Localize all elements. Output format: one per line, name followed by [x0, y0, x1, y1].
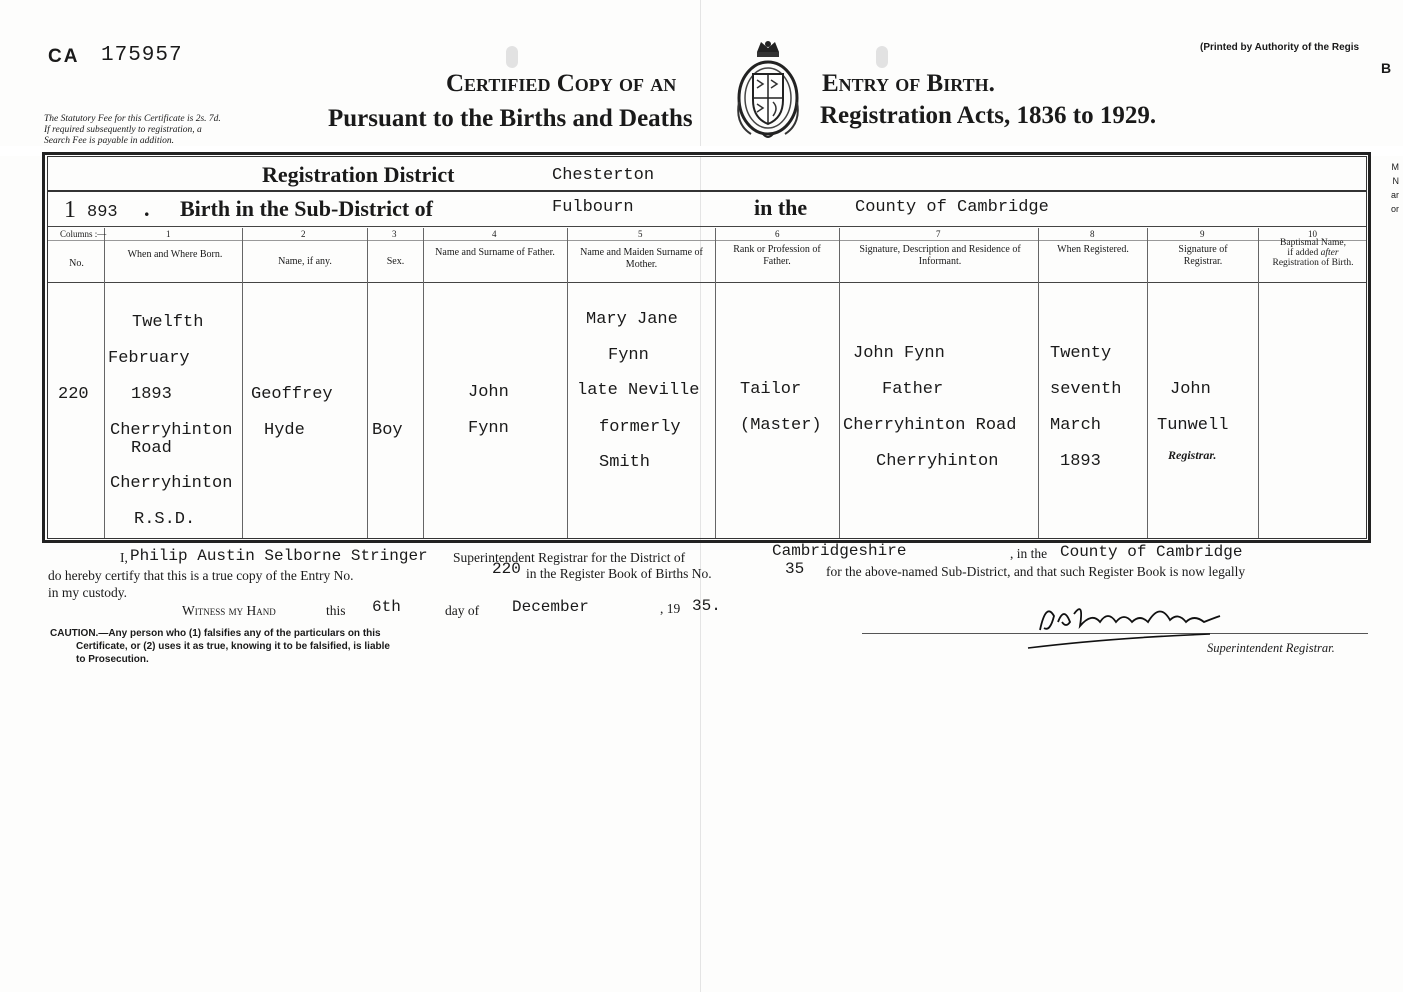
column-rule [715, 228, 716, 538]
header-sex: Sex. [386, 256, 405, 267]
column-rule [104, 228, 105, 538]
cert-i: I, [120, 550, 128, 565]
printed-authority: (Printed by Authority of the Regis [1200, 42, 1360, 53]
caution-line: CAUTION.—Any person who (1) falsifies any of the particulars on this [50, 628, 381, 639]
fee-note-line: If required subsequently to registration, a [44, 125, 202, 135]
when-where-line: Twelfth [132, 313, 204, 332]
punch-hole [876, 46, 888, 68]
cert-text2: , in the [1010, 546, 1048, 561]
columns-label: Columns :— [60, 229, 107, 239]
printed-authority-letter: B [1381, 60, 1392, 76]
mother-name-line: Fynn [608, 346, 649, 365]
header-father: Name and Surname of Father. [435, 247, 555, 258]
when-where-line: Road [131, 439, 172, 458]
informant-line: Cherryhinton Road [843, 416, 1017, 435]
father-profession-line: (Master) [740, 416, 822, 435]
margin-text: M [1391, 162, 1399, 172]
column-rule [567, 228, 568, 538]
child-name-line: Hyde [264, 421, 305, 440]
informant-line: John Fynn [853, 344, 945, 363]
county-value: County of Cambridge [855, 198, 1049, 217]
column-number: 10 [1308, 229, 1317, 239]
serial-number: 175957 [101, 44, 183, 67]
registered-line: 1893 [1060, 452, 1101, 471]
title-right-line2: Registration Acts, 1836 to 1929. [820, 102, 1157, 129]
father-profession-line: Tailor [740, 380, 802, 399]
punch-hole [506, 46, 518, 68]
cert-text1: Superintendent Registrar for the District of [453, 550, 686, 565]
father-name-line: John [468, 383, 509, 402]
column-rule [423, 228, 424, 538]
entry-number: 220 [58, 385, 89, 404]
district-value: Chesterton [552, 166, 655, 185]
child-name-line: Geoffrey [251, 385, 333, 404]
header-mother: Name and Maiden Surname of Mother. [580, 247, 703, 270]
margin-text: ar [1390, 190, 1399, 200]
when-where-line: 1893 [131, 385, 172, 404]
mother-name-line: Mary Jane [586, 310, 678, 329]
cert-county: County of Cambridge [1060, 543, 1243, 561]
witness-day-of: day of [445, 603, 480, 618]
child-sex: Boy [372, 421, 403, 440]
father-name-line: Fynn [468, 419, 509, 438]
column-number: 5 [638, 229, 643, 239]
cert-book-no: 35 [785, 560, 805, 578]
when-where-line: R.S.D. [134, 510, 196, 529]
witness-day: 6th [372, 598, 401, 616]
year-prefix: 1 [64, 197, 76, 223]
registered-line: Twenty [1050, 344, 1112, 363]
caution-line: to Prosecution. [76, 654, 149, 665]
in-the-label: in the [754, 195, 808, 220]
margin-text: N [1392, 176, 1399, 186]
title-right-line1: Entry of Birth. [822, 70, 995, 97]
fee-note-line: The Statutory Fee for this Certificate is 2s. 7d. [44, 114, 221, 124]
royal-crest-icon [733, 38, 803, 142]
column-number: 4 [492, 229, 497, 239]
witness-month: December [512, 598, 589, 616]
rule [48, 190, 1366, 192]
witness-year-prefix: , 19 [660, 601, 681, 616]
column-rule [839, 228, 840, 538]
informant-line: Father [882, 380, 944, 399]
cert-text3: do hereby certify that this is a true copy of the Entry No. [48, 568, 354, 583]
witness-label: Witness my Hand [182, 603, 276, 618]
fee-note-line: Search Fee is payable in addition. [44, 136, 174, 146]
year-dot: . [144, 196, 150, 221]
column-number: 2 [301, 229, 306, 239]
title-left-line1: Certified Copy of an [446, 70, 677, 97]
signature-title: Superintendent Registrar. [1207, 641, 1335, 655]
year-rest: 893 [87, 203, 118, 222]
district-label: Registration District [262, 162, 455, 187]
column-number: 9 [1200, 229, 1205, 239]
cert-district: Cambridgeshire [772, 542, 907, 560]
header-name: Name, if any. [278, 256, 332, 267]
when-where-line: Cherryhinton [110, 421, 233, 440]
subdistrict-label: Birth in the Sub-District of [180, 196, 433, 221]
header-profession: Rank or Profession of Father. [733, 244, 821, 267]
header-baptismal: Baptismal Name, if added after Registration of Birth. [1272, 238, 1354, 268]
when-where-line: February [108, 349, 190, 368]
cert-text6: in my custody. [48, 585, 127, 600]
header-registered: When Registered. [1057, 244, 1129, 255]
informant-line: Cherryhinton [876, 452, 999, 471]
witness-this: this [326, 603, 346, 618]
registered-line: March [1050, 416, 1102, 435]
cert-entry-no: 220 [492, 560, 521, 578]
column-rule [1147, 228, 1148, 538]
signature-image [1020, 592, 1230, 654]
header-informant: Signature, Description and Residence of Informant. [859, 244, 1021, 267]
header-when-where: When and Where Born. [127, 249, 223, 260]
when-where-line: Cherryhinton [110, 474, 233, 493]
serial-prefix: CA [48, 46, 80, 67]
column-rule [1258, 228, 1259, 538]
rule [48, 226, 1366, 227]
registrar-title: Registrar. [1168, 448, 1217, 462]
rule [48, 240, 1366, 241]
column-rule [367, 228, 368, 538]
witness-year: 35. [692, 597, 721, 615]
subdistrict-value: Fulbourn [552, 198, 634, 217]
mother-name-line: formerly [599, 418, 681, 437]
mother-name-line: Smith [599, 453, 651, 472]
column-rule [1038, 228, 1039, 538]
registrar-line: John [1170, 380, 1211, 399]
mother-name-line: late Neville [577, 381, 700, 400]
column-number: 6 [775, 229, 780, 239]
registered-line: seventh [1050, 380, 1122, 399]
column-number: 7 [936, 229, 941, 239]
registrar-line: Tunwell [1157, 416, 1229, 435]
caution-line: Certificate, or (2) uses it as true, knowing it to be falsified, is liable [76, 641, 390, 652]
header-registrar: Signature of Registrar. [1178, 244, 1228, 267]
title-left-line2: Pursuant to the Births and Deaths [328, 105, 693, 132]
column-number: 1 [166, 229, 171, 239]
column-rule [242, 228, 243, 538]
column-number: 3 [392, 229, 397, 239]
rule [48, 282, 1366, 283]
header-no: No. [69, 258, 84, 269]
superintendent-name: Philip Austin Selborne Stringer [130, 547, 428, 565]
margin-text: or [1390, 204, 1399, 214]
cert-text4: in the Register Book of Births No. [526, 566, 712, 581]
column-number: 8 [1090, 229, 1095, 239]
cert-text5: for the above-named Sub-District, and that such Register Book is now legally [826, 564, 1246, 579]
